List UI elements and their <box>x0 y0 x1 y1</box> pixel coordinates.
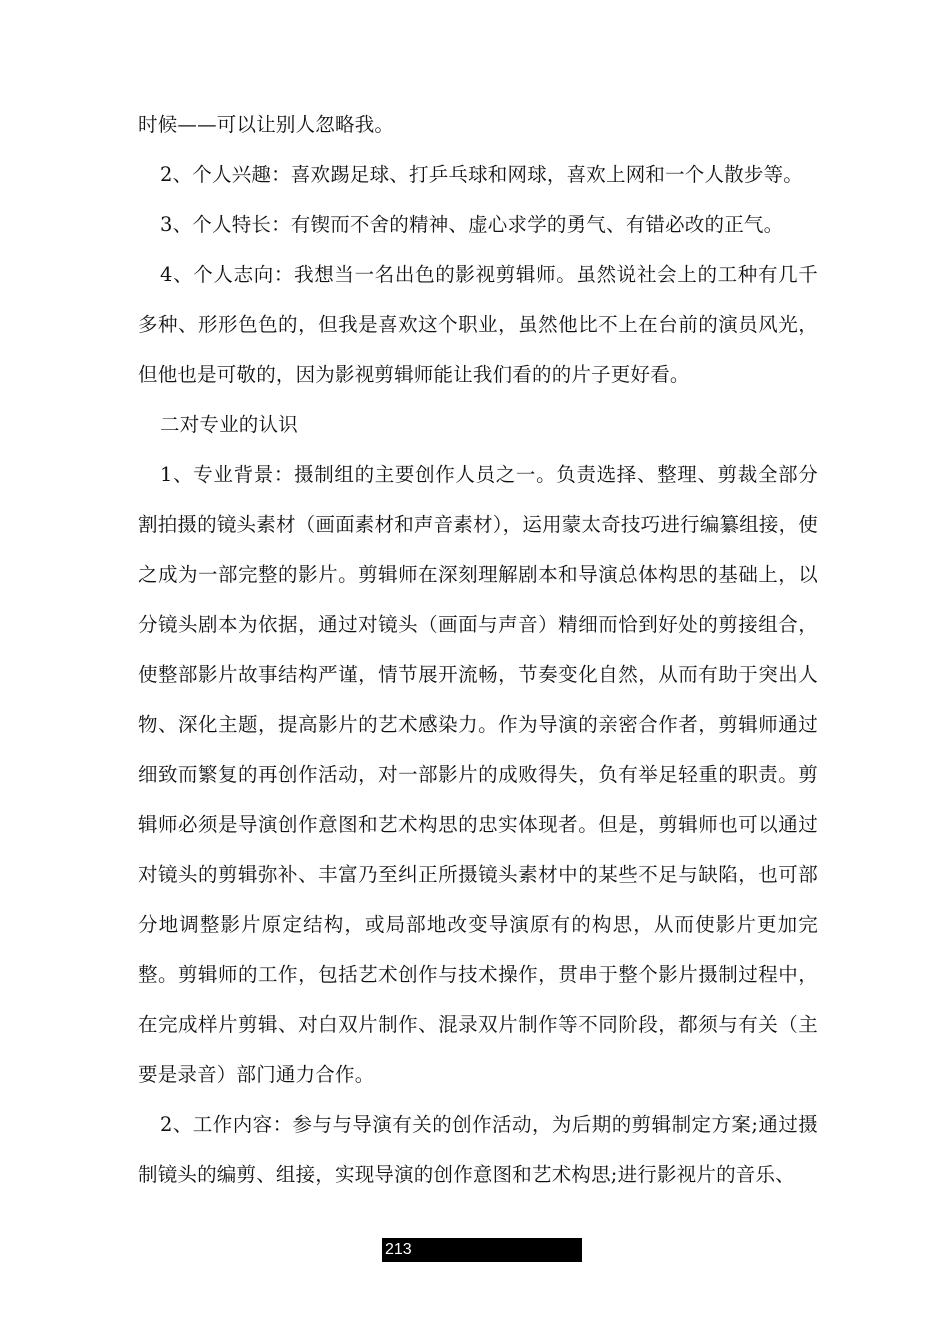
document-body <box>138 100 818 1200</box>
paragraph-strengths: 3、个人特长：有锲而不舍的精神、虚心求学的勇气、有错必改的正气。 <box>160 213 784 236</box>
paragraph-work-content: 2、工作内容：参与与导演有关的创作活动，为后期的剪辑制定方案;通过摄制镜头的编剪、组接，实现导演的创作意图和艺术构思;进行影视片的音乐、 <box>138 1113 818 1186</box>
paragraph-interests: 2、个人兴趣：喜欢踢足球、打乒乓球和网球，喜欢上网和一个人散步等。 <box>160 163 804 186</box>
paragraph-ambition: 4、个人志向：我想当一名出色的影视剪辑师。虽然说社会上的工种有几千多种、形形色色的，但我是喜欢这个职业，虽然他比不上在台前的演员风光，但他也是可敬的，因为影视剪辑师能让我们看的的片子更好看。 <box>138 263 818 386</box>
section-heading: 二对专业的认识 <box>160 413 298 436</box>
paragraph-continuation: 时候——可以让别人忽略我。 <box>138 113 395 136</box>
paragraph-background: 1、专业背景：摄制组的主要创作人员之一。负责选择、整理、剪裁全部分割拍摄的镜头素材（画面素材和声音素材），运用蒙太奇技巧进行编纂组接，使之成为一部完整的影片。剪辑师在深刻理解剧本和导演总体构思的基础上，以分镜头剧本为依据，通过对镜头（画面与声音）精细而恰到好处的剪接组合，使整部影片故事结构严谨，情节展开流畅，节奏变化自然，从而有助于突出人物、深化主题，提高影片的艺术感染力。作为导演的亲密合作者，剪辑师通过细致而繁复的再创作活动，对一部影片的成败得失，负有举足轻重的职责。剪辑师必须是导演创作意图和艺术构思的忠实体现者。但是，剪辑师也可以通过对镜头的剪辑弥补、丰富乃至纠正所摄镜头素材中的某些不足与缺陷，也可部分地调整影片原定结构，或局部地改变导演原有的构思，从而使影片更加完整。剪辑师的工作，包括艺术创作与技术操作，贯串于整个影片摄制过程中，在完成样片剪辑、对白双片制作、混录双片制作等不同阶段，都须与有关（主要是录音）部门通力合作。 <box>138 463 818 1086</box>
page-number: 213 <box>382 1238 582 1262</box>
